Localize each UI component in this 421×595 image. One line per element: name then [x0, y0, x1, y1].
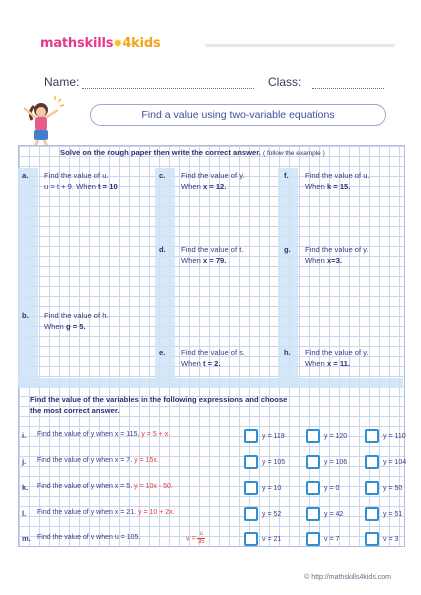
question-letter: c. — [159, 171, 166, 180]
option[interactable]: y = 120 — [306, 429, 347, 443]
mcq-row-j: j. Find the value of y when x = 7. y = 15x. y = 105 y = 106 y = 104 — [22, 455, 402, 469]
option[interactable]: y = 51 — [365, 507, 402, 521]
worksheet-title: Find a value using two-variable equations — [90, 104, 386, 126]
option[interactable]: y = 52 — [244, 507, 281, 521]
question-letter: e. — [159, 348, 166, 357]
class-field[interactable] — [312, 87, 384, 89]
question-letter: g. — [284, 245, 291, 254]
checkbox-icon[interactable] — [365, 455, 379, 469]
fraction-equation: v = $\frac{u}{35}$ — [186, 531, 205, 545]
question-c: Find the value of y. When x = 12. — [181, 171, 245, 191]
mcq-row-k: k. Find the value of y when x = 5. y = 10x - 50. y = 10 y = 0 y = 50 — [22, 481, 402, 495]
checkbox-icon[interactable] — [365, 481, 379, 495]
star-icon: ✸ — [113, 37, 123, 50]
name-label: Name: — [44, 75, 80, 89]
question-letter: a. — [22, 171, 29, 180]
option[interactable]: y = 50 — [365, 481, 402, 495]
mcq-row-m: m. Find the value of v when u = 105. v = $\frac{u}{35}$ v = 21 v = 7 v = 3 — [22, 531, 399, 545]
header-divider — [205, 44, 395, 47]
option[interactable]: y = 42 — [306, 507, 343, 521]
instruction-text: Solve on the rough paper then write the correct answer. ( follow the example ) — [60, 148, 325, 157]
question-f: Find the value of u. When k = 15. — [305, 171, 370, 191]
option[interactable]: y = 104 — [365, 455, 406, 469]
question-h: Find the value of y. When x = 11. — [305, 348, 369, 368]
checkbox-icon[interactable] — [306, 481, 320, 495]
checkbox-icon[interactable] — [244, 455, 258, 469]
option[interactable]: y = 119 — [244, 429, 285, 443]
checkbox-icon[interactable] — [244, 532, 258, 546]
question-letter: f. — [284, 171, 289, 180]
checkbox-icon[interactable] — [365, 532, 379, 546]
checkbox-icon[interactable] — [306, 455, 320, 469]
checkbox-icon[interactable] — [306, 532, 320, 546]
option[interactable]: y = 10 — [244, 481, 281, 495]
question-d: Find the value of t. When x = 79. — [181, 245, 244, 265]
section2-heading: Find the value of the variables in the following expressions and choose the most correct answer. — [30, 395, 288, 415]
option[interactable]: v = 3 — [365, 532, 398, 546]
checkbox-icon[interactable] — [306, 507, 320, 521]
option[interactable]: y = 106 — [306, 455, 347, 469]
mcq-row-l: l. Find the value of y when x = 21. y = 10 + 2x. y = 52 y = 42 y = 51 — [22, 507, 402, 521]
option[interactable]: y = 110 — [365, 429, 406, 443]
site-logo: mathskills✸4kids — [40, 36, 161, 51]
question-a: Find the value of u. u = t + 9. When t = 10 — [44, 171, 118, 191]
option[interactable]: v = 7 — [306, 532, 339, 546]
question-letter: d. — [159, 245, 166, 254]
checkbox-icon[interactable] — [244, 507, 258, 521]
question-g: Find the value of y. When x=3. — [305, 245, 369, 265]
footer-credit: © http://mathskills4kids.com — [304, 574, 391, 581]
mcq-row-i: i. Find the value of y when x = 115. y = 5 + x. y = 119 y = 120 y = 110 — [22, 429, 402, 443]
section-divider-strip — [18, 378, 403, 388]
option[interactable]: y = 105 — [244, 455, 285, 469]
checkbox-icon[interactable] — [365, 507, 379, 521]
question-b: Find the value of h. When g = 5. — [44, 311, 109, 331]
question-letter: b. — [22, 311, 29, 320]
name-field[interactable] — [82, 87, 254, 89]
question-e: Find the value of s. When t = 2. — [181, 348, 246, 368]
class-label: Class: — [268, 75, 302, 89]
checkbox-icon[interactable] — [244, 429, 258, 443]
option[interactable]: v = 21 — [244, 532, 281, 546]
checkbox-icon[interactable] — [306, 429, 320, 443]
question-letter: h. — [284, 348, 291, 357]
column-strip-a — [18, 168, 38, 386]
option[interactable]: y = 0 — [306, 481, 339, 495]
checkbox-icon[interactable] — [365, 429, 379, 443]
checkbox-icon[interactable] — [244, 481, 258, 495]
